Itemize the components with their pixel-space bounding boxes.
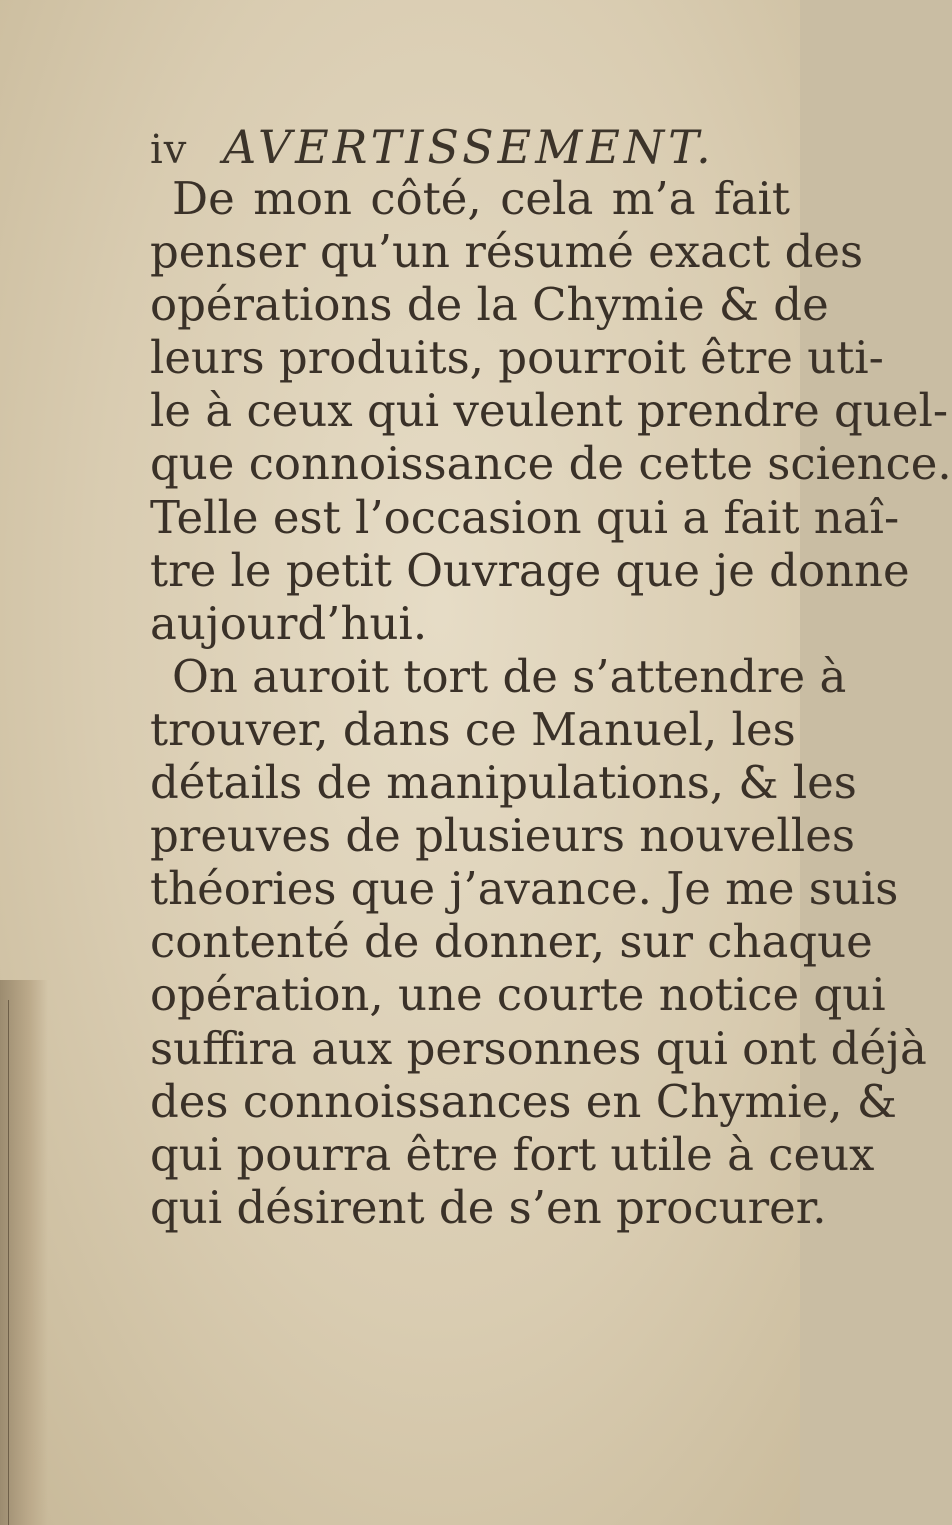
text-line: leurs produits, pourroit être uti- <box>150 331 884 385</box>
page-edge-line <box>8 1000 9 1525</box>
text-line: que connoissance de cette science. <box>150 437 952 491</box>
text-line: opération, une courte notice qui <box>150 968 886 1022</box>
text-line: preuves de plusieurs nouvelles <box>150 809 855 863</box>
text-line: opérations de la Chymie & de <box>150 278 829 332</box>
text-line: suffira aux personnes qui ont déjà <box>150 1021 927 1075</box>
text-line: On auroit tort de s’attendre à <box>172 649 847 703</box>
paragraph-1 <box>150 172 952 650</box>
text-line: De mon côté, cela m’a fait <box>172 172 790 225</box>
text-line: aujourd’hui. <box>150 596 428 650</box>
running-title: AVERTISSEMENT. <box>223 120 715 174</box>
text-line: penser qu’un résumé exact des <box>150 225 864 279</box>
text-line: des connoissances en Chymie, & <box>150 1074 897 1128</box>
text-line: Telle est l’occasion qui a fait naî- <box>150 490 900 544</box>
page-number: iv <box>150 127 188 173</box>
text-line: le à ceux qui veulent prendre quel- <box>150 384 949 438</box>
text-line: tre le petit Ouvrage que je donne <box>150 543 910 597</box>
text-line: contenté de donner, sur chaque <box>150 915 873 969</box>
text-line: qui désirent de s’en procurer. <box>150 1180 827 1234</box>
text-line: trouver, dans ce Manuel, les <box>150 702 796 756</box>
text-line: théories que j’avance. Je me suis <box>150 862 899 916</box>
paragraph-2 <box>150 649 927 1234</box>
text-line: détails de manipulations, & les <box>150 756 857 810</box>
page-header <box>150 120 790 180</box>
text-line: qui pourra être fort utile à ceux <box>150 1127 875 1181</box>
body-text <box>150 172 952 1234</box>
